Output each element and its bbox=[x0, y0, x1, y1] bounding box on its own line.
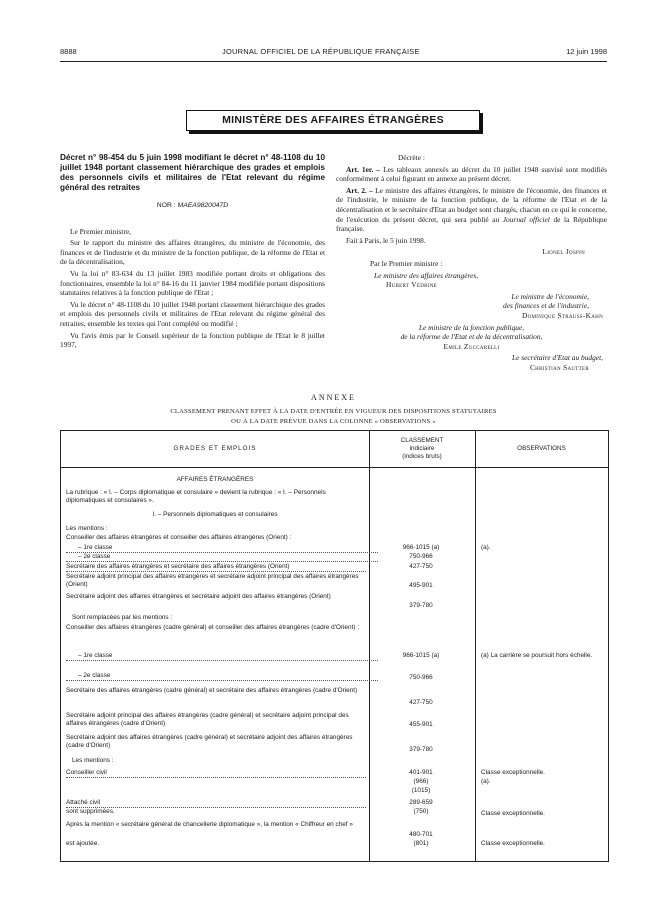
grade-cell: Les mentions : bbox=[66, 525, 108, 532]
grade-cell: Les mentions : bbox=[72, 757, 114, 764]
nor-code: MAEA9820047D bbox=[177, 202, 229, 209]
signature-budget: Christian Sautter bbox=[529, 362, 589, 372]
classement-cell: 495-901 bbox=[409, 582, 433, 589]
signature-economie: Dominique Strauss-Kahn bbox=[522, 310, 603, 320]
article-1-label: Art. 1er. – bbox=[346, 164, 381, 174]
annexe-subtitle-line-1: CLASSEMENT PRENANT EFFET À LA DATE D'ENTRÉE EN VIGUEUR DES DISPOSITIONS STATUTAIRES bbox=[170, 408, 497, 415]
grade-cell: sont supprimées. bbox=[66, 808, 115, 815]
ministry-title: MINISTÈRE DES AFFAIRES ÉTRANGÈRES bbox=[186, 110, 480, 131]
article-2 bbox=[336, 186, 607, 234]
fait-a-paris: Fait à Paris, le 5 juin 1998. bbox=[346, 235, 426, 245]
classement-cell: 379-780 bbox=[409, 746, 433, 753]
grade-cell: Secrétaire des affaires étrangères et secrétaire des affaires étrangères (Orient) bbox=[66, 563, 366, 572]
grade-cell: Secrétaire adjoint des affaires étrangères et secrétaire adjoint des affaires étrangères (Orient) bbox=[66, 593, 331, 600]
column-header-grades: GRADES ET EMPLOIS bbox=[173, 445, 257, 452]
par-premier-ministre: Par le Premier ministre : bbox=[370, 258, 443, 268]
signature-premier-ministre: Lionel Jospin bbox=[542, 247, 585, 257]
article-2-text: Le ministre des affaires étrangères, le ministre de l'économie, des finances et de l'industrie, le ministre de la fonction publique, de la réforme de l'Etat et de la décentralisation et le secrétaire d'Etat au budget sont chargés, chacun en ce qui le concerne, de l'exécution du présent décret, qui sera publié au bbox=[336, 185, 607, 224]
classement-cell: 427-750 bbox=[409, 563, 433, 570]
grade-cell: Secrétaire adjoint principal des affaires étrangères (cadre général) et secrétaire adjoint principal des affaires étrangères (cadre d'Orient) bbox=[66, 712, 349, 728]
issue-date: 12 juin 1998 bbox=[566, 47, 607, 56]
paragraph-vu-decret: Vu le décret n° 48-1108 du 10 juillet 1948 portant classement hiérarchique des grades et emplois des personnels civils et militaires de l'Etat relevant du régime général des retraites, ensemble les textes qui l'ont complété ou modifié ; bbox=[60, 299, 325, 328]
observation-cell: (a) La carrière se poursuit hors échelle. bbox=[481, 652, 593, 659]
role-economie-1: Le ministre de l'économie, bbox=[511, 291, 589, 301]
paragraph-rapport: Sur le rapport du ministre des affaires étrangères, du ministre de l'économie, des finances et de l'industrie et du ministre de la fonction publique, de la réforme de l'Etat et de la décentralisation, bbox=[60, 238, 325, 267]
grade-cell: – 2e classe bbox=[66, 553, 378, 562]
classement-cell: 750-966 bbox=[409, 553, 433, 560]
column-divider bbox=[369, 431, 370, 861]
journal-officiel: Journal officiel bbox=[502, 214, 550, 224]
grade-cell: – 1re classe bbox=[66, 652, 378, 661]
column-header-classement-2: indiciaire bbox=[409, 445, 435, 452]
grade-cell: Après la mention « secrétaire général de chancellerie diplomatique », la mention « Chiffreur en chef » bbox=[66, 821, 353, 828]
classement-table bbox=[60, 430, 609, 862]
classement-cell: (750) bbox=[413, 808, 429, 815]
observation-cell: (a). bbox=[481, 778, 491, 785]
classement-cell: 966-1015 (a) bbox=[402, 544, 440, 551]
grade-cell: Secrétaire adjoint des affaires étrangères (cadre général) et secrétaire adjoint des affaires étrangères (cadre d'Orient) bbox=[66, 734, 353, 750]
grade-cell: – 2e classe bbox=[66, 672, 378, 681]
article-2-label: Art. 2. – bbox=[346, 185, 373, 195]
role-economie-2: des finances et de l'industrie, bbox=[503, 301, 589, 311]
role-fonction-publique-1: Le ministre de la fonction publique, bbox=[418, 322, 525, 332]
decree-right-column bbox=[336, 153, 607, 374]
decree-title: Décret n° 98-454 du 5 juin 1998 modifiant le décret n° 48-1108 du 10 juillet 1948 portant classement hiérarchique des grades et emplois des personnels civils et militaires de l'Etat relevant du régime général des retraites bbox=[60, 153, 325, 192]
signature-fonction-publique: Emile Zuccarelli bbox=[443, 341, 500, 351]
subsection-heading: I. – Personnels diplomatiques et consulaires bbox=[152, 511, 278, 518]
observation-cell: Classe exceptionnelle. bbox=[481, 840, 545, 847]
paragraph-vu-avis: Vu l'avis émis par le Conseil supérieur de la fonction publique de l'Etat le 8 juillet 1997, bbox=[60, 330, 325, 350]
article-1-text: Les tableaux annexés au décret du 10 juillet 1948 susvisé sont modifiés conformément à celui figurant en annexe au présent décret. bbox=[336, 164, 607, 184]
classement-cell: (966) bbox=[413, 778, 429, 785]
grade-cell: Sont remplacées par les mentions : bbox=[72, 614, 173, 621]
page-number: 8888 bbox=[60, 47, 77, 56]
annexe-subtitle bbox=[60, 407, 607, 426]
column-divider bbox=[475, 431, 476, 861]
column-header-classement-1: CLASSEMENT bbox=[400, 437, 444, 444]
classement-cell: 455-901 bbox=[409, 721, 433, 728]
classement-cell: 427-750 bbox=[409, 699, 433, 706]
grade-cell: Conseiller civil bbox=[66, 769, 366, 778]
grade-cell: Conseiller des affaires étrangères et conseiller des affaires étrangères (Orient) : bbox=[66, 534, 292, 541]
observation-cell: Classe exceptionnelle. bbox=[481, 810, 545, 817]
column-header-classement bbox=[369, 431, 475, 467]
classement-cell: 480-701 bbox=[409, 831, 433, 838]
journal-header bbox=[0, 47, 665, 59]
classement-cell: (801) bbox=[413, 840, 429, 847]
annexe-title: ANNEXE bbox=[311, 393, 356, 402]
grade-cell: Attaché civil bbox=[66, 799, 366, 808]
nor-reference bbox=[60, 201, 325, 211]
annexe-subtitle-line-2: OU À LA DATE PRÉVUE DANS LA COLONNE « OBSERVATIONS » bbox=[231, 417, 436, 425]
grade-cell: Secrétaire des affaires étrangères (cadre général) et secrétaire des affaires étrangères (cadre d'Orient) bbox=[66, 687, 358, 694]
section-heading: AFFAIRES ÉTRANGÈRES bbox=[176, 476, 254, 483]
classement-cell: (1015) bbox=[411, 787, 431, 794]
nor-label: NOR : bbox=[156, 202, 176, 209]
article-2-end: de la République française. bbox=[336, 214, 608, 234]
role-fonction-publique-2: de la réforme de l'Etat et de la décentralisation, bbox=[400, 332, 543, 342]
observation-cell: (a). bbox=[481, 544, 491, 551]
role-budget: Le secrétaire d'Etat au budget, bbox=[511, 353, 603, 363]
classement-cell: 750-966 bbox=[409, 674, 433, 681]
header-rule bbox=[60, 61, 607, 62]
journal-title: JOURNAL OFFICIEL DE LA RÉPUBLIQUE FRANÇAISE bbox=[222, 47, 420, 56]
paragraph-vu-loi: Vu la loi n° 83-634 du 13 juillet 1983 modifiée portant droits et obligations des fonctionnaires, ensemble la loi n° 84-16 du 11 janvier 1984 modifiée portant dispositions statutaires relatives à la fonction publique de l'Etat ; bbox=[60, 268, 325, 298]
decrete: Décrète : bbox=[398, 153, 425, 162]
classement-cell: 379-780 bbox=[409, 602, 433, 609]
header-divider bbox=[61, 467, 608, 468]
decree-left-column bbox=[60, 153, 325, 352]
grade-cell: Secrétaire adjoint principal des affaires étrangères et secrétaire adjoint principal des affaires étrangères (Orient) bbox=[66, 573, 359, 589]
grade-cell: est ajoutée. bbox=[66, 840, 100, 847]
signature-affaires-etrangeres: Hubert Védrine bbox=[386, 280, 438, 290]
observation-cell: Classe exceptionnelle. bbox=[481, 769, 545, 776]
classement-cell: 966-1015 (a) bbox=[402, 652, 440, 659]
column-header-observations: OBSERVATIONS bbox=[517, 445, 566, 452]
article-1 bbox=[336, 165, 607, 184]
classement-cell: 289-659 bbox=[409, 799, 433, 806]
grade-cell: La rubrique : « I. – Corps diplomatique et consulaire » devient la rubrique : « I. – Personnels diplomatiques et consulaires ». bbox=[66, 489, 326, 505]
grade-cell: Conseiller des affaires étrangères (cadre général) et conseiller des affaires étrangères (cadre d'Orient) : bbox=[66, 624, 359, 631]
classement-cell: 401-901 bbox=[409, 769, 433, 776]
column-header-classement-3: (indices bruts) bbox=[402, 453, 442, 460]
role-affaires-etrangeres: Le ministre des affaires étrangères, bbox=[374, 270, 479, 280]
grade-cell: – 1re classe bbox=[66, 544, 378, 553]
paragraph-premier-ministre: Le Premier ministre, bbox=[70, 226, 131, 236]
